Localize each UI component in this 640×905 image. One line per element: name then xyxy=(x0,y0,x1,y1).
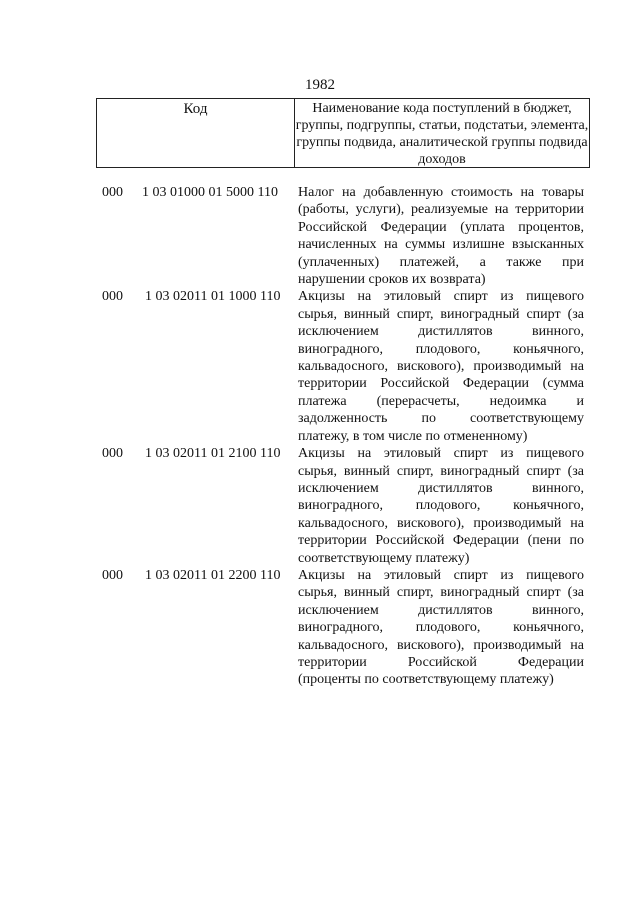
budget-code: 1 03 01000 01 5000 110 xyxy=(142,185,278,200)
table-header xyxy=(96,98,590,168)
description-line: платежа (перерасчеты, недоимка и xyxy=(298,393,584,409)
description-line: (уплаченных) платежей, а также при xyxy=(298,254,584,270)
header-code-column: Код xyxy=(97,99,295,167)
table-row xyxy=(0,445,640,567)
description-line: исключением дистиллятов винного, xyxy=(298,480,584,496)
description-line: сырья, винный спирт, виноградный спирт (за xyxy=(298,585,584,601)
description-line: нарушении сроков их возврата) xyxy=(298,272,486,288)
description-line: (работы, услуги), реализуемые на территории xyxy=(298,202,584,218)
description-line: (проценты по соответствующему платежу) xyxy=(298,672,554,688)
description-line: исключением дистиллятов винного, xyxy=(298,324,584,340)
page-number: 1982 xyxy=(305,77,335,93)
budget-code: 1 03 02011 01 2200 110 xyxy=(145,567,281,583)
table-row xyxy=(0,567,640,689)
budget-code: 1 03 02011 01 2100 110 xyxy=(145,446,281,462)
description-line: виноградного, плодового, коньячного, xyxy=(298,498,584,514)
description-line: сырья, винный спирт, виноградный спирт (за xyxy=(298,463,584,479)
description-line: кальвадосного, вискового), производимый на xyxy=(298,359,584,375)
description-line: территории Российской Федерации (сумма xyxy=(298,376,584,392)
description-line: Налог на добавленную стоимость на товары xyxy=(298,185,584,200)
admin-code: 000 xyxy=(102,567,123,583)
description-line: виноградного, плодового, коньячного, xyxy=(298,341,584,357)
description-line: соответствующему платежу) xyxy=(298,550,470,566)
description-line: Акцизы на этиловый спирт из пищевого xyxy=(298,567,584,583)
code-description xyxy=(298,288,584,445)
code-description xyxy=(298,567,584,689)
table-row xyxy=(0,288,640,445)
description-line: Акцизы на этиловый спирт из пищевого xyxy=(298,289,584,305)
admin-code: 000 xyxy=(102,185,123,200)
header-name-column: Наименование кода поступлений в бюджет, группы, подгруппы, статьи, подстатьи, элемента, группы подвида, аналитической группы подвида доходов xyxy=(295,101,589,167)
admin-code: 000 xyxy=(102,289,123,305)
code-description xyxy=(298,184,584,288)
description-line: кальвадосного, вискового), производимый на xyxy=(298,515,584,531)
budget-code: 1 03 02011 01 1000 110 xyxy=(145,289,281,305)
income-codes-list xyxy=(0,184,640,689)
description-line: кальвадосного, вискового), производимый на xyxy=(298,637,584,653)
description-line: Российской Федерации (уплата процентов, xyxy=(298,219,584,235)
description-line: сырья, винный спирт, виноградный спирт (за xyxy=(298,306,584,322)
description-line: территории Российской Федерации xyxy=(298,654,584,670)
description-line: исключением дистиллятов винного, xyxy=(298,602,584,618)
description-line: платежу, в том числе по отмененному) xyxy=(298,428,528,444)
admin-code: 000 xyxy=(102,446,123,462)
description-line: виноградного, плодового, коньячного, xyxy=(298,620,584,636)
table-row xyxy=(0,184,640,288)
description-line: Акцизы на этиловый спирт из пищевого xyxy=(298,446,584,462)
description-line: задолженность по соответствующему xyxy=(298,411,584,427)
description-line: территории Российской Федерации (пени по xyxy=(298,533,584,549)
code-description xyxy=(298,445,584,567)
description-line: начисленных на суммы излишне взысканных xyxy=(298,237,584,253)
